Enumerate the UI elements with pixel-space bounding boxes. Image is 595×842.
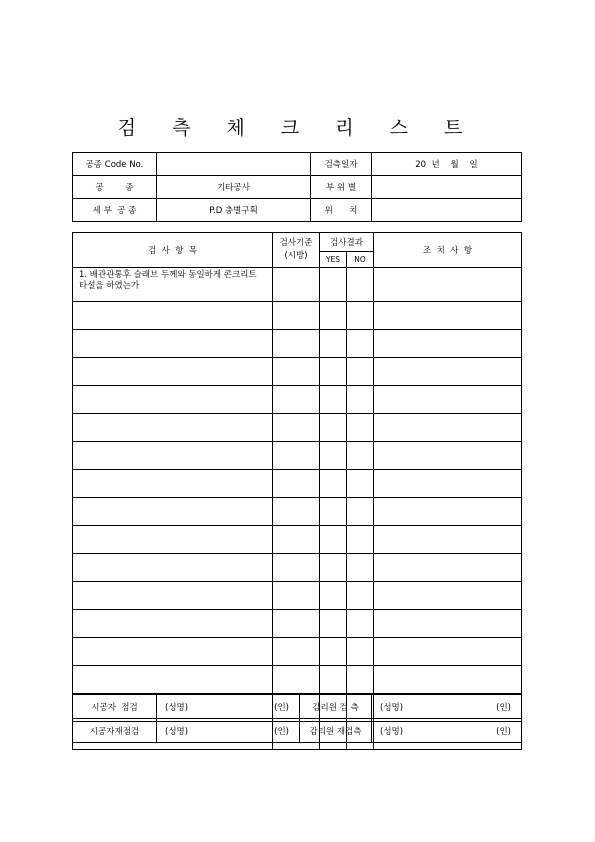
part-value bbox=[372, 176, 522, 199]
no-cell[interactable] bbox=[347, 554, 374, 582]
row2-left-seal: (인) bbox=[274, 727, 289, 737]
no-cell[interactable] bbox=[347, 498, 374, 526]
standard-cell[interactable] bbox=[273, 498, 320, 526]
standard-cell[interactable] bbox=[273, 638, 320, 666]
item-cell bbox=[73, 330, 273, 358]
table-row bbox=[73, 666, 522, 694]
table-row bbox=[73, 638, 522, 666]
col-action-header: 조 치 사 항 bbox=[374, 233, 522, 268]
date-label: 검측일자 bbox=[311, 153, 372, 176]
row2-left-label: 시공자재점검 bbox=[73, 719, 157, 743]
standard-cell[interactable] bbox=[273, 330, 320, 358]
standard-cell[interactable] bbox=[273, 386, 320, 414]
action-cell[interactable] bbox=[374, 442, 522, 470]
yes-cell[interactable] bbox=[320, 386, 347, 414]
item-cell bbox=[73, 526, 273, 554]
action-cell[interactable] bbox=[374, 582, 522, 610]
item-cell bbox=[73, 638, 273, 666]
standard-cell[interactable] bbox=[273, 554, 320, 582]
no-cell[interactable] bbox=[347, 302, 374, 330]
no-cell[interactable] bbox=[347, 386, 374, 414]
action-cell[interactable] bbox=[374, 638, 522, 666]
code-label: 공종 Code No. bbox=[73, 153, 157, 176]
page-title: 검 측 체 크 리 스 트 bbox=[117, 117, 478, 139]
col-standard-header bbox=[273, 233, 320, 268]
row1-right-seal: (인) bbox=[496, 703, 511, 713]
item-cell bbox=[73, 470, 273, 498]
no-cell[interactable] bbox=[347, 582, 374, 610]
row2-right-sign: (성명) bbox=[380, 727, 404, 737]
yes-cell[interactable] bbox=[320, 302, 347, 330]
standard-cell[interactable] bbox=[273, 666, 320, 694]
row2-right-seal: (인) bbox=[496, 727, 511, 737]
no-cell[interactable] bbox=[347, 330, 374, 358]
row1-left-seal: (인) bbox=[274, 703, 289, 713]
table-row bbox=[73, 498, 522, 526]
col-yes-header: YES bbox=[320, 252, 347, 268]
yes-cell[interactable] bbox=[320, 554, 347, 582]
col-standard-line2: (시방) bbox=[284, 251, 308, 261]
yes-cell[interactable] bbox=[320, 526, 347, 554]
row2-left-sign: (성명) bbox=[165, 727, 189, 737]
standard-cell[interactable] bbox=[273, 610, 320, 638]
location-value bbox=[372, 199, 522, 222]
yes-cell[interactable] bbox=[320, 414, 347, 442]
check-table bbox=[72, 232, 522, 750]
yes-cell[interactable] bbox=[320, 330, 347, 358]
col-item-header: 검 사 항 목 bbox=[73, 233, 273, 268]
table-row bbox=[73, 414, 522, 442]
table-row bbox=[73, 386, 522, 414]
table-row bbox=[73, 302, 522, 330]
work-value: 기타공사 bbox=[157, 176, 311, 199]
check-rows bbox=[73, 268, 522, 750]
row1-right-sign: (성명) bbox=[380, 703, 404, 713]
yes-cell[interactable] bbox=[320, 582, 347, 610]
standard-cell[interactable] bbox=[273, 302, 320, 330]
row1-left-label: 시공자 점검 bbox=[73, 695, 157, 719]
col-no-header: NO bbox=[347, 252, 374, 268]
detail-label: 세 부 공 종 bbox=[73, 199, 157, 222]
item-cell bbox=[73, 442, 273, 470]
item-cell bbox=[73, 414, 273, 442]
table-row bbox=[73, 610, 522, 638]
yes-cell[interactable] bbox=[320, 470, 347, 498]
no-cell[interactable] bbox=[347, 414, 374, 442]
col-standard-line1: 검사기준 bbox=[279, 238, 313, 248]
code-value bbox=[157, 153, 311, 176]
item-cell bbox=[73, 498, 273, 526]
row2-right-label: 감리원 재검측 bbox=[300, 719, 372, 743]
row1-left-sign: (성명) bbox=[165, 703, 189, 713]
standard-cell[interactable] bbox=[273, 358, 320, 386]
row1-right-label: 감리원 검 측 bbox=[300, 695, 372, 719]
location-label: 위 치 bbox=[311, 199, 372, 222]
item-cell bbox=[73, 610, 273, 638]
standard-cell[interactable] bbox=[273, 414, 320, 442]
table-row bbox=[73, 268, 522, 302]
yes-cell[interactable] bbox=[320, 268, 347, 302]
no-cell[interactable] bbox=[347, 526, 374, 554]
row1-left-signature[interactable] bbox=[157, 695, 300, 719]
standard-cell[interactable] bbox=[273, 268, 320, 302]
yes-cell[interactable] bbox=[320, 666, 347, 694]
no-cell[interactable] bbox=[347, 442, 374, 470]
table-row bbox=[73, 330, 522, 358]
info-table bbox=[72, 152, 522, 222]
standard-cell[interactable] bbox=[273, 470, 320, 498]
row1-right-signature[interactable] bbox=[372, 695, 522, 719]
action-cell[interactable] bbox=[374, 666, 522, 694]
standard-cell[interactable] bbox=[273, 442, 320, 470]
standard-cell[interactable] bbox=[273, 526, 320, 554]
no-cell[interactable] bbox=[347, 610, 374, 638]
action-cell[interactable] bbox=[374, 526, 522, 554]
action-cell[interactable] bbox=[374, 414, 522, 442]
table-row bbox=[73, 442, 522, 470]
item-cell bbox=[73, 554, 273, 582]
action-cell[interactable] bbox=[374, 330, 522, 358]
table-row bbox=[73, 554, 522, 582]
no-cell[interactable] bbox=[347, 358, 374, 386]
table-row bbox=[73, 470, 522, 498]
detail-value: P.D 충별구획 bbox=[157, 199, 311, 222]
item-cell bbox=[73, 386, 273, 414]
item-cell bbox=[73, 302, 273, 330]
action-cell[interactable] bbox=[374, 358, 522, 386]
no-cell[interactable] bbox=[347, 638, 374, 666]
item-cell bbox=[73, 582, 273, 610]
date-value: 20 년 월 일 bbox=[372, 153, 522, 176]
yes-cell[interactable] bbox=[320, 610, 347, 638]
part-label: 부 위 별 bbox=[311, 176, 372, 199]
col-result-header: 검사결과 bbox=[320, 233, 374, 252]
work-label: 공 종 bbox=[73, 176, 157, 199]
table-row bbox=[73, 358, 522, 386]
yes-cell[interactable] bbox=[320, 638, 347, 666]
table-row bbox=[73, 582, 522, 610]
action-cell[interactable] bbox=[374, 498, 522, 526]
standard-cell[interactable] bbox=[273, 582, 320, 610]
no-cell[interactable] bbox=[347, 268, 374, 302]
item-cell bbox=[73, 358, 273, 386]
no-cell[interactable] bbox=[347, 470, 374, 498]
table-row bbox=[73, 526, 522, 554]
yes-cell[interactable] bbox=[320, 442, 347, 470]
yes-cell[interactable] bbox=[320, 358, 347, 386]
yes-cell[interactable] bbox=[320, 498, 347, 526]
action-cell[interactable] bbox=[374, 302, 522, 330]
action-cell[interactable] bbox=[374, 610, 522, 638]
action-cell[interactable] bbox=[374, 470, 522, 498]
signature-table bbox=[72, 694, 522, 743]
action-cell[interactable] bbox=[374, 268, 522, 302]
row2-right-signature[interactable] bbox=[372, 719, 522, 743]
item-cell: 1. 배관관통후 슬래브 두께와 동일하게 콘크리트 타설을 하였는가 bbox=[73, 268, 273, 302]
item-cell bbox=[73, 666, 273, 694]
action-cell[interactable] bbox=[374, 554, 522, 582]
no-cell[interactable] bbox=[347, 666, 374, 694]
action-cell[interactable] bbox=[374, 386, 522, 414]
row2-left-signature[interactable] bbox=[157, 719, 300, 743]
